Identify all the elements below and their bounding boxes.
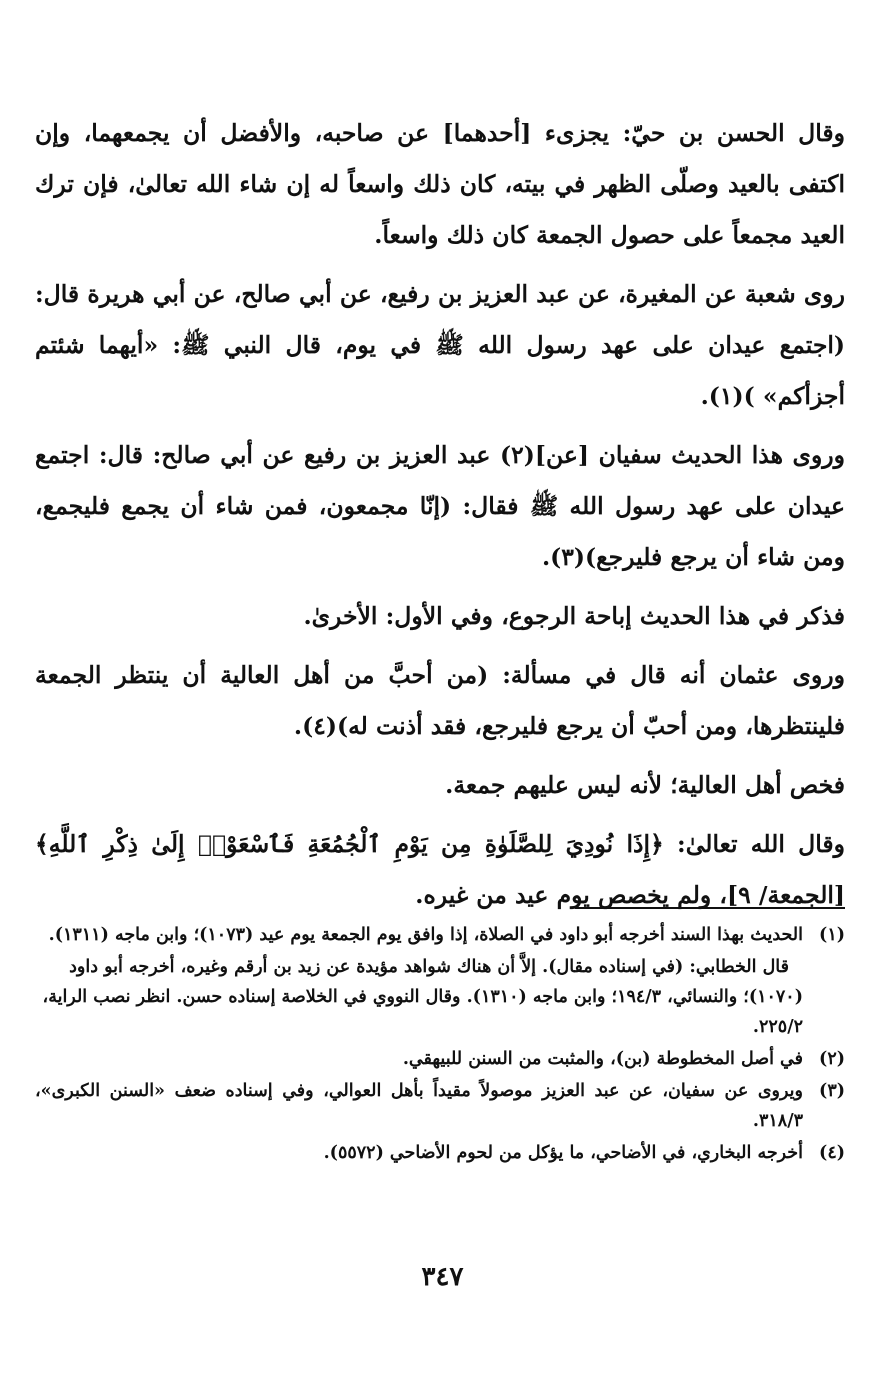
footnote-number: (٣): [819, 1081, 845, 1101]
footnotes: [35, 920, 845, 1170]
paragraph: وروى هذا الحديث سفيان [عن](٢) عبد العزيز بن رفيع عن أبي صالح: قال: اجتمع عيدان على عهد رسول الله ﷺ فقال: (إنّا مجمعون، فمن شاء أن يجمع فليجمع، ومن شاء أن يرجع فليرجع)(٣).: [35, 441, 845, 571]
footnote-separator: [575, 907, 845, 909]
paragraph: وقال الحسن بن حيّ: يجزىء [أحدهما] عن صاحبه، والأفضل أن يجمعهما، وإن اكتفى بالعيد وصلّى الظهر في بيته، كان ذلك واسعاً له إن شاء الله تعالىٰ، فإن ترك العيد مجمعاً على حصول الجمعة كان ذلك واسعاً.: [35, 119, 845, 249]
footnote-4: [35, 1138, 845, 1168]
page-number: ٣٤٧: [421, 1262, 464, 1292]
footnote-text: أخرجه البخاري، في الأضاحي، ما يؤكل من لحوم الأضاحي (٥٥٧٢).: [323, 1143, 803, 1163]
footnote-2: [35, 1044, 845, 1074]
paragraph: روى شعبة عن المغيرة، عن عبد العزيز بن رفيع، عن أبي صالح، عن أبي هريرة قال: (اجتمع عيدان على عهد رسول الله ﷺ في يوم، قال النبي ﷺ: «أيهما شئتم أجزأكم» )(١).: [35, 280, 845, 410]
footnote-text: في أصل المخطوطة (بن)، والمثبت من السنن للبيهقي.: [402, 1049, 803, 1069]
footnote-number: (١): [819, 925, 845, 945]
main-text: [35, 108, 845, 929]
footnote-1-continuation: قال الخطابي: (في إسناده مقال). إلاَّ أن هناك شواهد مؤيدة عن زيد بن أرقم وغيره، أخرجه أبو داود (١٠٧٠)؛ والنسائي، ١٩٤/٣؛ وابن ماجه (١٣١٠). وقال النووي في الخلاصة إسناده حسن. انظر نصب الراية، ٢٢٥/٢.: [42, 957, 803, 1037]
footnote-text: ويروى عن سفيان، عن عبد العزيز موصولاً مقيداً بأهل العوالي، وفي إسناده ضعف «السنن الكبرى»، ٣١٨/٣.: [35, 1081, 803, 1131]
footnote-number: (٢): [819, 1049, 845, 1069]
footnote-text: الحديث بهذا السند أخرجه أبو داود في الصلاة، إذا وافق يوم الجمعة يوم عيد (١٠٧٣)؛ وابن ماجه (١٣١١).: [48, 925, 803, 945]
footnote-number: (٤): [819, 1143, 845, 1163]
paragraph: وروى عثمان أنه قال في مسألة: (من أحبَّ من أهل العالية أن ينتظر الجمعة فلينتظرها، ومن أحبّ أن يرجع فليرجع، فقد أذنت له)(٤).: [35, 661, 845, 740]
paragraph: فذكر في هذا الحديث إباحة الرجوع، وفي الأول: الأخرىٰ.: [303, 602, 845, 630]
paragraph: فخص أهل العالية؛ لأنه ليس عليهم جمعة.: [445, 771, 845, 799]
quran-verse-paragraph: وقال الله تعالىٰ: ﴿إِذَا نُودِيَ لِلصَّلَوٰةِ مِن يَوْمِ ٱلْجُمُعَةِ فَٱسْعَوْا۟ إِلَىٰ ذِكْرِ ٱللَّهِ﴾ [الجمعة/ ٩]، ولم يخصص يوم عيد من غيره.: [35, 830, 845, 909]
footnote-3: [35, 1076, 845, 1136]
footnote-1: [35, 920, 845, 950]
